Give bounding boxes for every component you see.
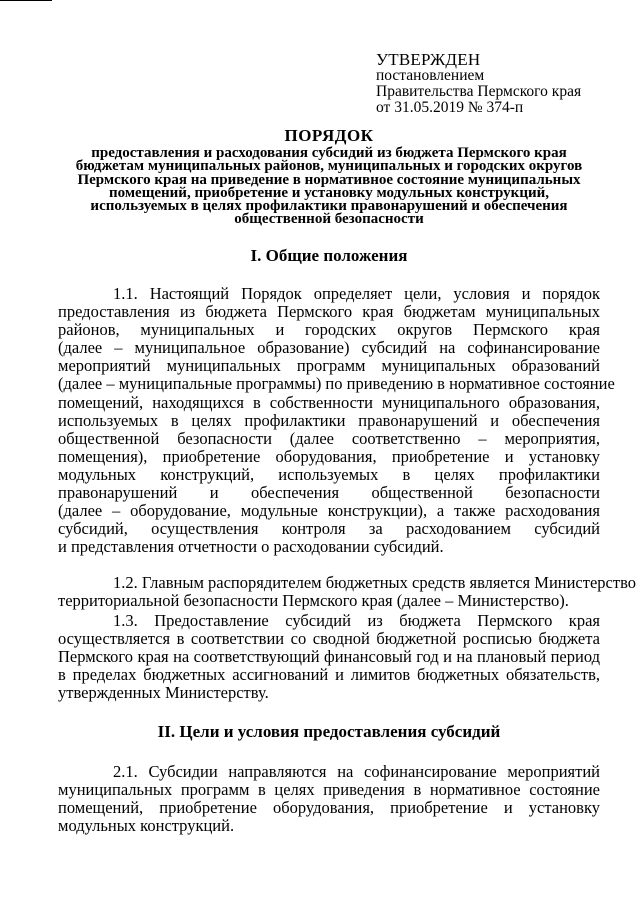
paragraph-line: правонарушений и обеспечения общественной безопасности [58,483,600,503]
paragraph-line: субсидий, осуществления контроля за расходованием субсидий [58,519,600,539]
paragraph-1-2 [58,573,637,611]
paragraph-line: помещений, приобретение оборудования, приобретение и установку [58,798,600,818]
paragraph-line: и представления отчетности о расходовании субсидий. [58,537,444,557]
approval-line: от 31.05.2019 № 374-п [376,99,524,116]
subtitle-line: используемых в целях профилактики правонарушений и обеспечения [90,198,568,215]
paragraph-line: модульных конструкций. [58,816,235,836]
paragraph-line: осуществляется в соответствии со сводной бюджетной росписью бюджета [58,629,600,649]
paragraph-line: районов, муниципальных и городских округов Пермского края [58,320,600,340]
approval-block [376,52,581,116]
paragraph-line: утвержденных Министерству. [58,683,269,703]
paragraph-line: (далее – муниципальные программы) по приведению в нормативное состояние [58,374,615,394]
subtitle-line: общественной безопасности [234,211,424,228]
paragraph-line: 1.2. Главным распорядителем бюджетных средств является Министерство [113,573,637,592]
paragraph-line: 1.1. Настоящий Порядок определяет цели, условия и порядок [113,284,600,303]
paragraph-line: помещений, находящихся в собственности муниципального образования, [58,392,600,412]
section-1-title: I. Общие положения [250,246,408,265]
subtitle-line: предоставления и расходования субсидий из бюджета Пермского края [91,145,567,161]
paragraph-line: 2.1. Субсидии направляются на софинансирование мероприятий [113,762,600,781]
subtitle-line: Пермского края на приведение в нормативное состояние муниципальных [77,171,581,188]
document-title: ПОРЯДОК [284,126,374,145]
paragraph-line: (далее – оборудование, модульные конструкции), а также расходования [58,501,600,521]
paragraph-line: модульных конструкций, используемых в целях профилактики [58,464,600,484]
paragraph-line: общественной безопасности (далее соответственно – мероприятия, [58,428,600,448]
subtitle-line: бюджетам муниципальных районов, муниципальных и городских округов [75,158,583,175]
paragraph-line: (далее – муниципальное образование) субсидий на софинансирование [58,338,600,358]
subtitle-line: помещений, приобретение и установку модульных конструкций, [108,184,550,201]
paragraph-line: предоставления из бюджета Пермского края бюджетам муниципальных [58,302,600,322]
paragraph-line: используемых в целях профилактики правонарушений и обеспечения [58,410,600,430]
paragraph-2-1 [58,763,600,835]
paragraph-line: 1.3. Предоставление субсидий из бюджета Пермского края [113,611,600,630]
approval-heading: УТВЕРЖДЕН [376,50,481,69]
paragraph-1-3 [58,612,600,702]
paragraph-line: в пределах бюджетных ассигнований и лимитов бюджетных обязательств, [58,665,600,685]
scan-edge-line [0,0,52,1]
paragraph-line: Пермского края на соответствующий финансовый год и на плановый период [58,647,600,667]
paragraph-line: помещения), приобретение оборудования, приобретение и установку [58,446,600,466]
paragraph-1-1 [58,284,615,557]
paragraph-line: мероприятий муниципальных программ муниципальных образований [58,356,600,376]
document-subtitle [58,147,600,227]
approval-line: Правительства Пермского края [376,83,582,100]
section-2-title: II. Цели и условия предоставления субсидий [157,722,501,741]
paragraph-line: муниципальных программ в целях приведения в нормативное состояние [58,780,600,800]
paragraph-line: территориальной безопасности Пермского края (далее – Министерство). [58,591,569,611]
approval-line: постановлением [376,67,485,84]
